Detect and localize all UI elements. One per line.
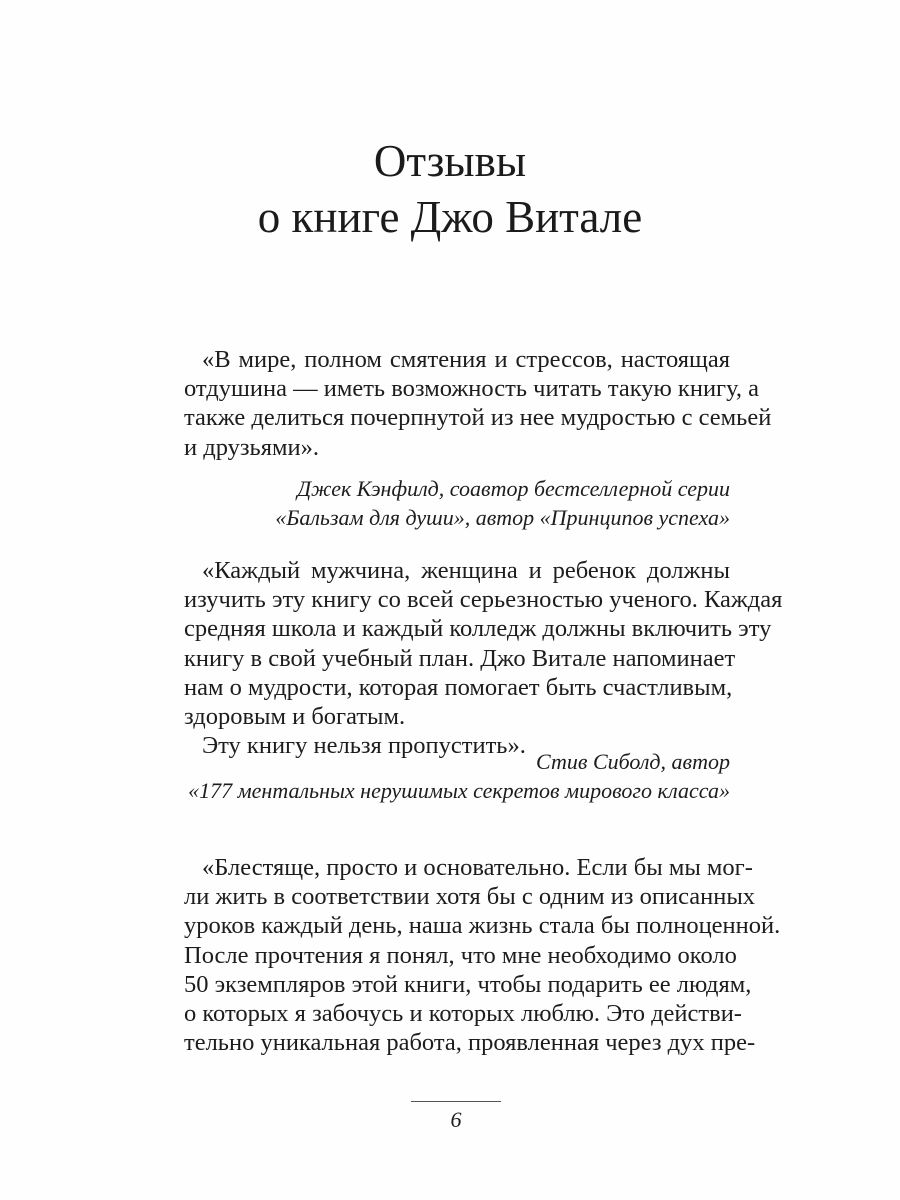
quote-line: книгу в свой учебный план. Джо Витале напоминает [184, 644, 736, 672]
review-quote-2 [184, 556, 783, 760]
footer-divider [411, 1101, 501, 1102]
quote-line: отдушина — иметь возможность читать такую книгу, а [184, 375, 760, 403]
review-attribution-1 [184, 474, 730, 532]
quote-line: Эту книгу нельзя пропустить». [202, 732, 526, 760]
review-quote-1 [184, 345, 772, 462]
attribution-line: Джек Кэнфилд, соавтор бестселлерной серии [297, 476, 730, 501]
title-line-1: Отзывы [373, 136, 527, 186]
quote-line: «Блестяще, просто и основательно. Если бы мы мог- [202, 854, 753, 881]
quote-line: ли жить в соответствии хотя бы с одним из описанных [184, 883, 756, 911]
quote-line: уроков каждый день, наша жизнь стала бы полноценной. [184, 912, 781, 940]
quote-line: также делиться почерпнутой из нее мудростью с семьей [184, 404, 772, 432]
quote-line: нам о мудрости, которая помогает быть счастливым, [184, 673, 733, 701]
page-title [0, 133, 900, 245]
quote-line: После прочтения я понял, что мне необходимо около [184, 941, 737, 969]
attribution-line: «Бальзам для души», автор «Принципов успеха» [275, 505, 730, 530]
title-line-2: о книге Джо Витале [257, 192, 643, 242]
page-number: 6 [450, 1107, 462, 1132]
quote-line: и друзьями». [184, 433, 319, 461]
review-quote-3 [184, 853, 781, 1057]
quote-line: «Каждый мужчина, женщина и ребенок должны [202, 557, 730, 584]
quote-line: «В мире, полном смятения и стрессов, настоящая [202, 346, 730, 373]
quote-line: средняя школа и каждый колледж должны включить эту [184, 615, 772, 643]
attribution-line: Стив Сиболд, автор [536, 749, 730, 774]
quote-line: здоровым и богатым. [184, 702, 406, 730]
quote-line: тельно уникальная работа, проявленная через дух пре- [184, 1029, 756, 1057]
quote-line: 50 экземпляров этой книги, чтобы подарить ее людям, [184, 970, 752, 998]
review-attribution-2 [184, 747, 730, 805]
quote-line: о которых я забочусь и которых люблю. Это действи- [184, 999, 742, 1027]
quote-line: изучить эту книгу со всей серьезностью ученого. Каждая [184, 586, 783, 614]
attribution-line: «177 ментальных нерушимых секретов мирового класса» [188, 778, 730, 803]
